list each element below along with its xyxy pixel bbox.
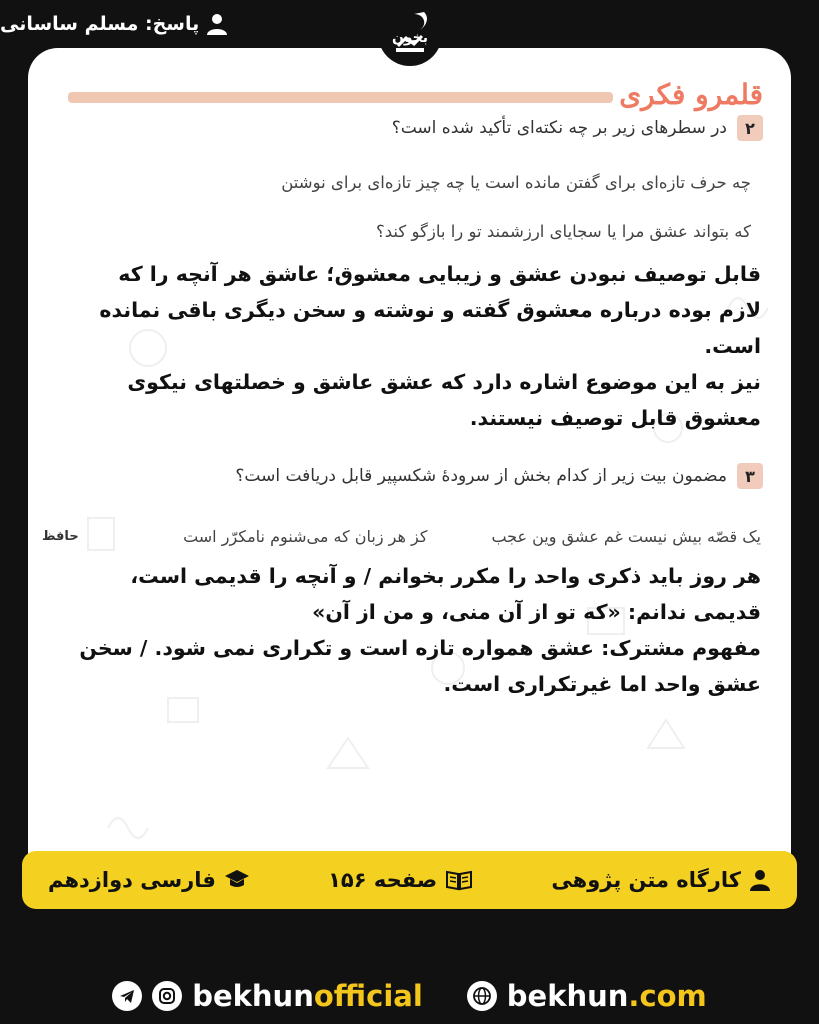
handle-suffix: official: [313, 979, 423, 1013]
open-book-icon: [445, 869, 473, 891]
footer-workshop: [551, 868, 771, 892]
handle-text: [192, 979, 423, 1013]
answer-paragraph: قابل توصیف نبودن عشق و زیبایی معشوق؛ عاشق هر آنچه را که لازم بوده درباره معشوق گفته و نوشته و سخن دیگری باقی نمانده است.: [99, 262, 761, 358]
website-link[interactable]: [467, 979, 707, 1013]
logo-text: بخون: [391, 30, 428, 46]
footer-page: [328, 868, 473, 892]
answer-paragraph: مفهوم مشترک: عشق همواره تازه است و تکراری نمی شود. / سخن عشق واحد اما غیرتکراری است.: [79, 636, 761, 696]
section-divider: [68, 92, 613, 103]
website-text: [507, 979, 707, 1013]
section-title: قلمرو فکری: [619, 78, 763, 111]
question-number: ۲: [737, 115, 763, 141]
user-icon: [207, 13, 227, 35]
answer-credit-text: پاسخ: مسلم ساسانی: [0, 13, 200, 35]
hemistich-1: یک قصّه بیش نیست غم عشق وین عجب: [491, 526, 761, 546]
footer-workshop-text: کارگاه متن پژوهی: [551, 868, 741, 892]
logo-mark-icon: [384, 8, 436, 60]
footer-page-text: صفحه ۱۵۶: [328, 868, 438, 892]
telegram-icon[interactable]: [112, 981, 142, 1011]
footer-bar: [22, 851, 797, 909]
instagram-icon[interactable]: [152, 981, 182, 1011]
handle-prefix: bekhun: [192, 979, 314, 1013]
content-card: [28, 48, 791, 895]
hemistich-2: کز هر زبان که می‌شنوم نامکرّر است: [183, 526, 428, 546]
site-prefix: bekhun: [506, 979, 629, 1013]
footer-book: [48, 868, 250, 892]
teacher-icon: [749, 869, 771, 891]
question-text: در سطرهای زیر بر چه نکته‌ای تأکید شده است؟: [391, 118, 727, 138]
footer-book-text: فارسی دوازدهم: [48, 868, 216, 892]
social-handle[interactable]: [112, 979, 423, 1013]
question-number: ۳: [737, 463, 763, 489]
verse-line: که بتواند عشق مرا یا سجایای ارزشمند تو را بازگو کند؟: [375, 222, 751, 241]
question-text: مضمون بیت زیر از کدام بخش از سرودهٔ شکسپیر قابل دریافت است؟: [235, 466, 727, 486]
globe-icon: [467, 981, 497, 1011]
answer-paragraph: نیز به این موضوع اشاره دارد که عشق عاشق و خصلتهای نیکوی معشوق قابل توصیف نیستند.: [127, 370, 761, 430]
question-3: [235, 463, 763, 489]
graduation-cap-icon: [224, 869, 250, 891]
question-2: [392, 115, 763, 141]
verse-line: چه حرف تازه‌ای برای گفتن مانده است یا چه چیز تازه‌ای برای نوشتن: [281, 173, 751, 192]
answer-3: [78, 558, 761, 702]
section-header: [68, 78, 763, 118]
hafez-verse: [42, 522, 761, 550]
social-row: [0, 968, 819, 1024]
answer-credit: [0, 13, 227, 35]
answer-2: [78, 256, 761, 436]
site-suffix: .com: [628, 979, 707, 1013]
poet-name: حافظ: [42, 528, 79, 544]
brand-logo: [378, 2, 442, 66]
answer-paragraph: هر روز باید ذکری واحد را مکرر بخوانم / و آنچه را قدیمی است، قدیمی ندانم: «که تو از آن منی، و من از آن»: [130, 564, 761, 624]
